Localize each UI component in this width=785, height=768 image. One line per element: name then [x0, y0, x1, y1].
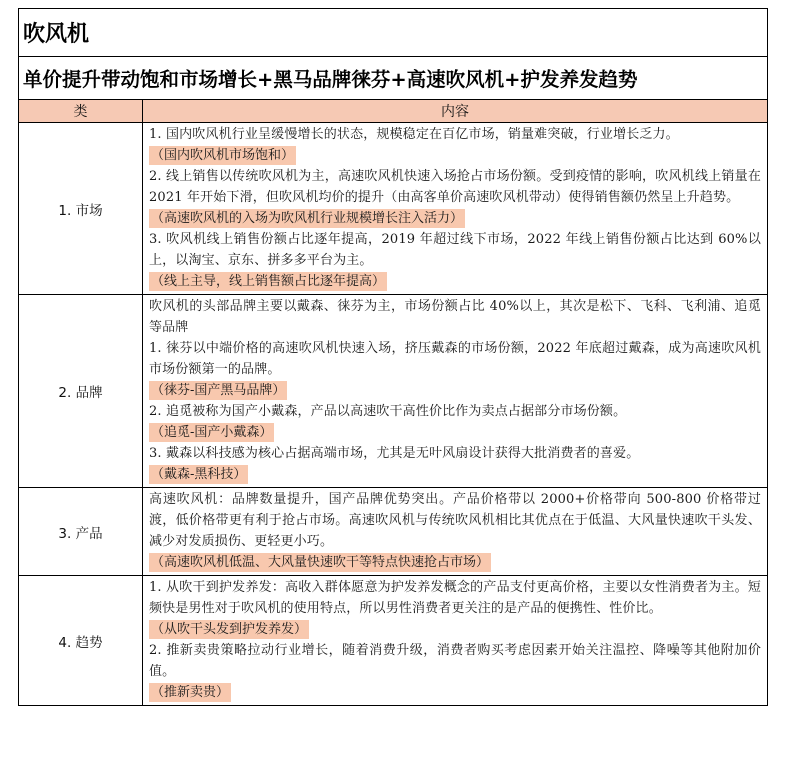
table-body: [19, 123, 767, 705]
highlight-summary: （从吹干头发到护发养发）: [151, 622, 308, 637]
highlight-summary: （戴森-黑科技）: [151, 467, 247, 482]
highlight-summary: （高速吹风机低温、大风量快速吹干等特点快速抢占市场）: [151, 555, 490, 570]
row-category: 2. 品牌: [19, 295, 143, 487]
highlight-summary: （国内吹风机市场饱和）: [151, 148, 295, 163]
row-content: [143, 295, 767, 487]
highlight-summary: （高速吹风机的入场为吹风机行业规模增长注入活力）: [151, 211, 464, 226]
document-title: 吹风机: [19, 9, 767, 57]
table-row: [19, 295, 767, 488]
row-category: 1. 市场: [19, 123, 143, 294]
document-table: [18, 8, 768, 706]
table-row: [19, 576, 767, 705]
highlight-summary: （追觅-国产小戴森）: [151, 425, 273, 440]
content-paragraph: 1. 国内吹风机行业呈缓慢增长的状态，规模稳定在百亿市场，销量难突破，行业增长乏力。: [149, 127, 679, 142]
header-content: 内容: [441, 104, 469, 120]
highlight-summary: （徕芬-国产黑马品牌）: [151, 383, 286, 398]
row-content: [143, 576, 767, 705]
content-paragraph: 1. 从吹干到护发养发：高收入群体愿意为护发养发概念的产品支付更高价格，主要以女性消费者为主。短频快是男性对于吹风机的使用特点，所以男性消费者更关注的是产品的便携性、性价比。: [149, 580, 761, 616]
content-paragraph: 吹风机的头部品牌主要以戴森、徕芬为主，市场份额占比 40%以上，其次是松下、飞科、飞利浦、追觅等品牌: [149, 299, 761, 335]
header-category: 类: [19, 100, 143, 122]
content-paragraph: 2. 追觅被称为国产小戴森，产品以高速吹干高性价比作为卖点占据部分市场份额。: [149, 404, 627, 419]
table-header: [19, 100, 767, 123]
content-paragraph: 1. 徕芬以中端价格的高速吹风机快速入场，挤压戴森的市场份额，2022 年底超过戴森，成为高速吹风机市场份额第一的品牌。: [149, 341, 761, 377]
content-paragraph: 3. 吹风机线上销售份额占比逐年提高，2019 年超过线下市场，2022 年线上销售份额占比达到 60%以上，以淘宝、京东、拼多多平台为主。: [149, 232, 761, 268]
row-content: [143, 123, 767, 294]
content-paragraph: 2. 线上销售以传统吹风机为主，高速吹风机快速入场抢占市场份额。受到疫情的影响，吹风机线上销量在 2021 年开始下滑，但吹风机均价的提升（由高客单价高速吹风机带动）使得销售额仍然呈上升趋势。: [149, 169, 761, 205]
document-subtitle: 单价提升带动饱和市场增长+黑马品牌徕芬+高速吹风机+护发养发趋势: [19, 57, 767, 100]
row-content: [143, 488, 767, 575]
row-category: 4. 趋势: [19, 576, 143, 705]
content-paragraph: 3. 戴森以科技感为核心占据高端市场，尤其是无叶风扇设计获得大批消费者的喜爱。: [149, 446, 640, 461]
content-paragraph: 高速吹风机：品牌数量提升，国产品牌优势突出。产品价格带以 2000+价格带向 500-800 价格带过渡，低价格带更有利于抢占市场。高速吹风机与传统吹风机相比其优点在于低温、大风量快速吹干头发、减少对发质损伤、更轻更小巧。: [149, 492, 761, 549]
table-row: [19, 488, 767, 576]
table-row: [19, 123, 767, 295]
content-paragraph: 2. 推新卖贵策略拉动行业增长，随着消费升级，消费者购买考虑因素开始关注温控、降噪等其他附加价值。: [149, 643, 761, 679]
row-category: 3. 产品: [19, 488, 143, 575]
highlight-summary: （线上主导，线上销售额占比逐年提高）: [151, 274, 386, 289]
highlight-summary: （推新卖贵）: [151, 685, 230, 700]
